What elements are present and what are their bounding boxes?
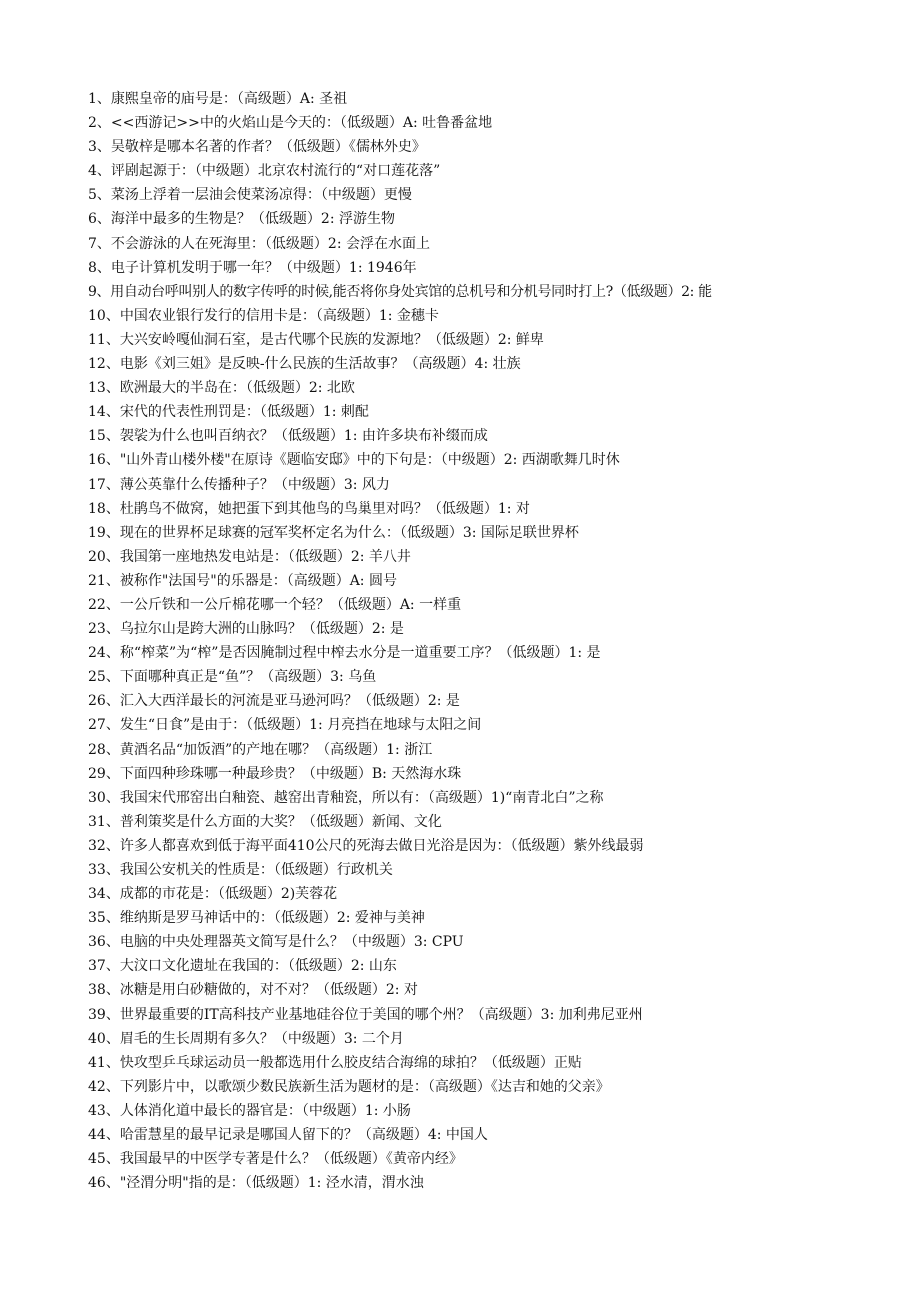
question-line: 23、乌拉尔山是跨大洲的山脉吗？（低级题）2: 是: [88, 621, 404, 638]
question-line: 7、不会游泳的人在死海里：（低级题）2: 会浮在水面上: [88, 235, 430, 252]
question-line: 41、快攻型乒乓球运动员一般都选用什么胶皮结合海绵的球拍？（低级题）正贴: [88, 1054, 582, 1071]
question-line: 37、大汶口文化遗址在我国的：（低级题）2: 山东: [88, 958, 397, 975]
question-line: 10、中国农业银行发行的信用卡是：（高级题）1: 金穗卡: [88, 307, 439, 324]
question-line: 44、哈雷慧星的最早记录是哪国人留下的？（高级题）4: 中国人: [88, 1127, 488, 1144]
question-line: 27、发生“日食”是由于：（低级题）1: 月亮挡在地球与太阳之间: [88, 717, 482, 734]
question-line: 4、评剧起源于：（中级题）北京农村流行的“对口莲花落”: [88, 163, 441, 180]
question-line: 34、成都的市花是：（低级题）2)芙蓉花: [88, 886, 338, 903]
question-line: 12、电影《刘三姐》是反映-什么民族的生活故事？（高级题）4: 壮族: [88, 356, 521, 373]
question-line: 32、许多人都喜欢到低于海平面410公尺的死海去做日光浴是因为：（低级题）紫外线最弱: [88, 837, 644, 854]
question-line: 5、菜汤上浮着一层油会使菜汤凉得：（中级题）更慢: [88, 187, 412, 204]
question-line: 22、一公斤铁和一公斤棉花哪一个轻？（低级题）A: 一样重: [88, 596, 462, 613]
question-line: 31、普利策奖是什么方面的大奖？（低级题）新闻、文化: [88, 813, 442, 830]
question-line: 39、世界最重要的IT高科技产业基地硅谷位于美国的哪个州？（高级题）3: 加利弗尼亚州: [88, 1006, 643, 1023]
question-line: 43、人体消化道中最长的器官是：（中级题）1: 小肠: [88, 1102, 411, 1119]
question-line: 21、被称作"法国号"的乐器是：（高级题）A: 圆号: [88, 572, 397, 589]
question-line: 3、吴敬梓是哪本名著的作者？（低级题）《儒林外史》: [88, 139, 426, 156]
question-line: 8、电子计算机发明于哪一年？（中级题）1: 1946年: [88, 259, 417, 276]
question-line: 25、下面哪种真正是“鱼”？（高级题）3: 乌鱼: [88, 669, 377, 686]
question-line: 33、我国公安机关的性质是：（低级题）行政机关: [88, 862, 393, 878]
question-line: 40、眉毛的生长周期有多久？（中级题）3: 二个月: [88, 1030, 404, 1047]
question-line: 9、用自动台呼叫别人的数字传呼的时候,能否将你身处宾馆的总机号和分机号同时打上?（低级题）2: 能: [88, 283, 712, 300]
question-line: 36、电脑的中央处理器英文简写是什么？（中级题）3: CPU: [88, 934, 464, 951]
question-line: 11、大兴安岭嘎仙洞石室，是古代哪个民族的发源地？（低级题）2: 鲜卑: [88, 331, 544, 348]
question-line: 19、现在的世界杯足球赛的冠军奖杯定名为什么：（低级题）3: 国际足联世界杯: [88, 524, 579, 541]
question-line: 24、称“榨菜”为“榨”是否因腌制过程中榨去水分是一道重要工序？（低级题）1: 是: [88, 645, 601, 662]
question-line: 29、下面四种珍珠哪一种最珍贵？（中级题）B: 天然海水珠: [88, 765, 462, 782]
question-line: 26、汇入大西洋最长的河流是亚马逊河吗？（低级题）2: 是: [88, 693, 460, 710]
question-line: 28、黄酒名品“加饭酒”的产地在哪？（高级题）1: 浙江: [88, 741, 433, 758]
question-line: 17、薄公英靠什么传播种子？（中级题）3: 风力: [88, 476, 390, 493]
question-line: 2、<<西游记>>中的火焰山是今天的：（低级题）A: 吐鲁番盆地: [88, 115, 493, 132]
question-line: 38、冰糖是用白砂糖做的，对不对？（低级题）2: 对: [88, 982, 418, 999]
question-line: 6、海洋中最多的生物是？（低级题）2: 浮游生物: [88, 211, 395, 228]
question-line: 45、我国最早的中医学专著是什么？（低级题）《黄帝内经》: [88, 1151, 463, 1168]
question-line: 1、康熙皇帝的庙号是：（高级题）A: 圣祖: [88, 91, 348, 107]
question-line: 20、我国第一座地热发电站是：（低级题）2: 羊八井: [88, 548, 411, 565]
question-line: 16、"山外青山楼外楼"在原诗《题临安邸》中的下句是：（中级题）2: 西湖歌舞几时休: [88, 452, 620, 469]
question-line: 18、杜鹃鸟不做窝，她把蛋下到其他鸟的鸟巢里对吗？（低级题）1: 对: [88, 500, 530, 517]
question-line: 46、"泾渭分明"指的是：（低级题）1: 泾水清，渭水浊: [88, 1175, 424, 1192]
question-line: 35、维纳斯是罗马神话中的：（低级题）2: 爱神与美神: [88, 910, 425, 927]
question-line: 14、宋代的代表性刑罚是：（低级题）1: 刺配: [88, 404, 369, 421]
question-line: 13、欧洲最大的半岛在：（低级题）2: 北欧: [88, 380, 355, 397]
question-line: 42、下列影片中，以歌颂少数民族新生活为题材的是：（高级题）《达吉和她的父亲》: [88, 1078, 610, 1095]
question-line: 30、我国宋代邢窑出白釉瓷、越窑出青釉瓷，所以有：（高级题）1)“南青北白”之称: [88, 789, 604, 806]
question-line: 15、袈裟为什么也叫百纳衣？（低级题）1: 由许多块布补缀而成: [88, 428, 488, 445]
question-list: [88, 87, 888, 1195]
